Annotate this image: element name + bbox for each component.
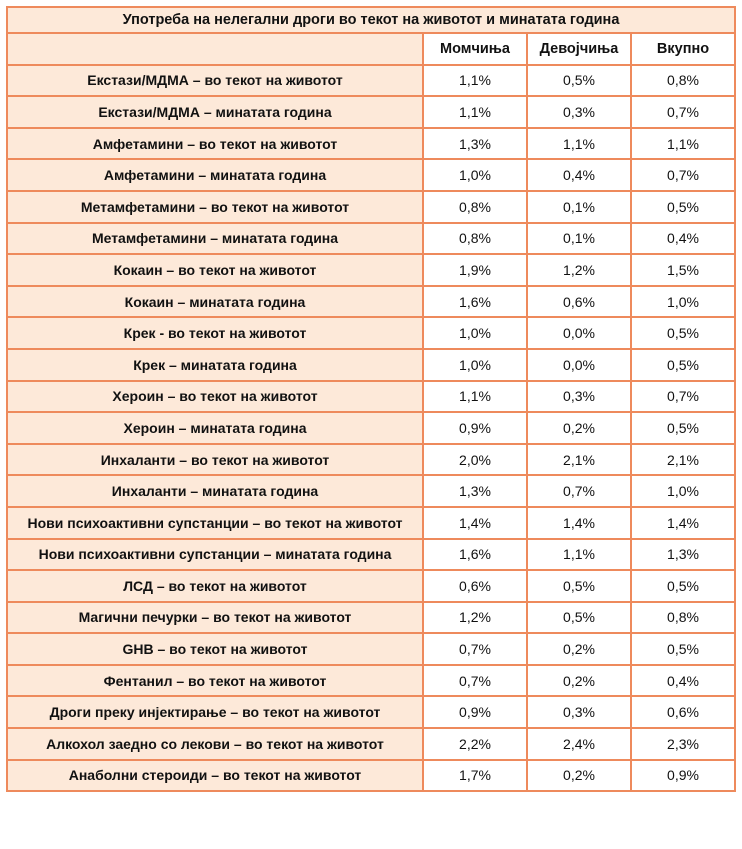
row-label: Крек - во текот на животот <box>7 317 423 349</box>
cell-total: 0,8% <box>631 602 735 634</box>
table-row <box>7 633 735 665</box>
cell-boys: 1,9% <box>423 254 527 286</box>
cell-boys: 1,1% <box>423 96 527 128</box>
cell-boys: 1,4% <box>423 507 527 539</box>
table-row <box>7 570 735 602</box>
cell-girls: 2,1% <box>527 444 631 476</box>
cell-total: 0,9% <box>631 760 735 792</box>
table-row <box>7 412 735 444</box>
table-row <box>7 65 735 97</box>
header-girls: Девојчиња <box>527 33 631 65</box>
table-row <box>7 381 735 413</box>
row-label: Амфетамини – минатата година <box>7 159 423 191</box>
cell-girls: 0,3% <box>527 696 631 728</box>
row-label: Фентанил – во текот на животот <box>7 665 423 697</box>
row-label: Алкохол заедно со лекови – во текот на животот <box>7 728 423 760</box>
row-label: Инхаланти – во текот на животот <box>7 444 423 476</box>
row-label: Хероин – во текот на животот <box>7 381 423 413</box>
table-row <box>7 349 735 381</box>
cell-boys: 1,3% <box>423 475 527 507</box>
cell-total: 0,5% <box>631 191 735 223</box>
drug-use-table <box>6 6 736 792</box>
cell-boys: 1,6% <box>423 539 527 571</box>
cell-total: 0,7% <box>631 381 735 413</box>
row-label: Анаболни стероиди – во текот на животот <box>7 760 423 792</box>
cell-girls: 0,1% <box>527 223 631 255</box>
column-header-row <box>7 33 735 65</box>
table-container <box>6 6 736 792</box>
row-label: Кокаин – минатата година <box>7 286 423 318</box>
row-label: Дроги преку инјектирање – во текот на животот <box>7 696 423 728</box>
row-label: Инхаланти – минатата година <box>7 475 423 507</box>
cell-girls: 2,4% <box>527 728 631 760</box>
cell-total: 1,4% <box>631 507 735 539</box>
cell-girls: 1,1% <box>527 128 631 160</box>
table-row <box>7 223 735 255</box>
table-row <box>7 317 735 349</box>
cell-girls: 0,3% <box>527 381 631 413</box>
table-row <box>7 665 735 697</box>
cell-girls: 1,4% <box>527 507 631 539</box>
cell-boys: 1,0% <box>423 159 527 191</box>
cell-girls: 1,2% <box>527 254 631 286</box>
cell-total: 0,7% <box>631 96 735 128</box>
table-title: Употреба на нелегални дроги во текот на животот и минатата година <box>7 7 735 33</box>
cell-total: 1,1% <box>631 128 735 160</box>
cell-boys: 1,0% <box>423 317 527 349</box>
table-row <box>7 444 735 476</box>
row-label: Метамфетамини – минатата година <box>7 223 423 255</box>
table-row <box>7 760 735 792</box>
cell-total: 0,5% <box>631 349 735 381</box>
cell-girls: 0,5% <box>527 602 631 634</box>
header-total: Вкупно <box>631 33 735 65</box>
cell-girls: 1,1% <box>527 539 631 571</box>
row-label: Метамфетамини – во текот на животот <box>7 191 423 223</box>
cell-total: 0,4% <box>631 223 735 255</box>
row-label: Крек – минатата година <box>7 349 423 381</box>
cell-total: 0,6% <box>631 696 735 728</box>
cell-girls: 0,2% <box>527 665 631 697</box>
cell-total: 0,8% <box>631 65 735 97</box>
row-label: Магични печурки – во текот на животот <box>7 602 423 634</box>
cell-boys: 1,2% <box>423 602 527 634</box>
cell-girls: 0,1% <box>527 191 631 223</box>
header-empty <box>7 33 423 65</box>
cell-girls: 0,2% <box>527 760 631 792</box>
table-row <box>7 159 735 191</box>
cell-boys: 0,6% <box>423 570 527 602</box>
cell-total: 2,3% <box>631 728 735 760</box>
cell-boys: 1,3% <box>423 128 527 160</box>
cell-girls: 0,2% <box>527 412 631 444</box>
cell-boys: 0,7% <box>423 633 527 665</box>
row-label: Нови психоактивни супстанции – во текот на животот <box>7 507 423 539</box>
cell-total: 0,5% <box>631 317 735 349</box>
cell-boys: 0,8% <box>423 223 527 255</box>
row-label: Нови психоактивни супстанции – минатата година <box>7 539 423 571</box>
table-row <box>7 507 735 539</box>
row-label: Кокаин – во текот на животот <box>7 254 423 286</box>
cell-boys: 0,8% <box>423 191 527 223</box>
table-row <box>7 475 735 507</box>
cell-total: 1,0% <box>631 475 735 507</box>
cell-girls: 0,6% <box>527 286 631 318</box>
row-label: ЛСД – во текот на животот <box>7 570 423 602</box>
cell-total: 1,3% <box>631 539 735 571</box>
cell-total: 0,7% <box>631 159 735 191</box>
cell-girls: 0,0% <box>527 317 631 349</box>
table-body <box>7 65 735 792</box>
cell-total: 1,0% <box>631 286 735 318</box>
table-row <box>7 539 735 571</box>
cell-girls: 0,2% <box>527 633 631 665</box>
cell-boys: 2,2% <box>423 728 527 760</box>
cell-total: 2,1% <box>631 444 735 476</box>
cell-boys: 0,7% <box>423 665 527 697</box>
row-label: Амфетамини – во текот на животот <box>7 128 423 160</box>
row-label: GHB – во текот на животот <box>7 633 423 665</box>
table-row <box>7 286 735 318</box>
table-row <box>7 696 735 728</box>
cell-boys: 2,0% <box>423 444 527 476</box>
cell-boys: 1,1% <box>423 65 527 97</box>
cell-boys: 0,9% <box>423 696 527 728</box>
table-row <box>7 728 735 760</box>
row-label: Екстази/МДМА – минатата година <box>7 96 423 128</box>
cell-girls: 0,3% <box>527 96 631 128</box>
row-label: Хероин – минатата година <box>7 412 423 444</box>
cell-total: 1,5% <box>631 254 735 286</box>
cell-total: 0,5% <box>631 570 735 602</box>
table-row <box>7 191 735 223</box>
cell-boys: 1,1% <box>423 381 527 413</box>
table-row <box>7 254 735 286</box>
cell-girls: 0,5% <box>527 570 631 602</box>
table-row <box>7 128 735 160</box>
cell-total: 0,5% <box>631 633 735 665</box>
table-title-row <box>7 7 735 33</box>
header-boys: Момчиња <box>423 33 527 65</box>
cell-girls: 0,4% <box>527 159 631 191</box>
cell-boys: 0,9% <box>423 412 527 444</box>
cell-boys: 1,0% <box>423 349 527 381</box>
cell-total: 0,5% <box>631 412 735 444</box>
cell-total: 0,4% <box>631 665 735 697</box>
row-label: Екстази/МДМА – во текот на животот <box>7 65 423 97</box>
cell-girls: 0,0% <box>527 349 631 381</box>
table-row <box>7 602 735 634</box>
cell-boys: 1,6% <box>423 286 527 318</box>
cell-girls: 0,5% <box>527 65 631 97</box>
cell-boys: 1,7% <box>423 760 527 792</box>
cell-girls: 0,7% <box>527 475 631 507</box>
table-row <box>7 96 735 128</box>
